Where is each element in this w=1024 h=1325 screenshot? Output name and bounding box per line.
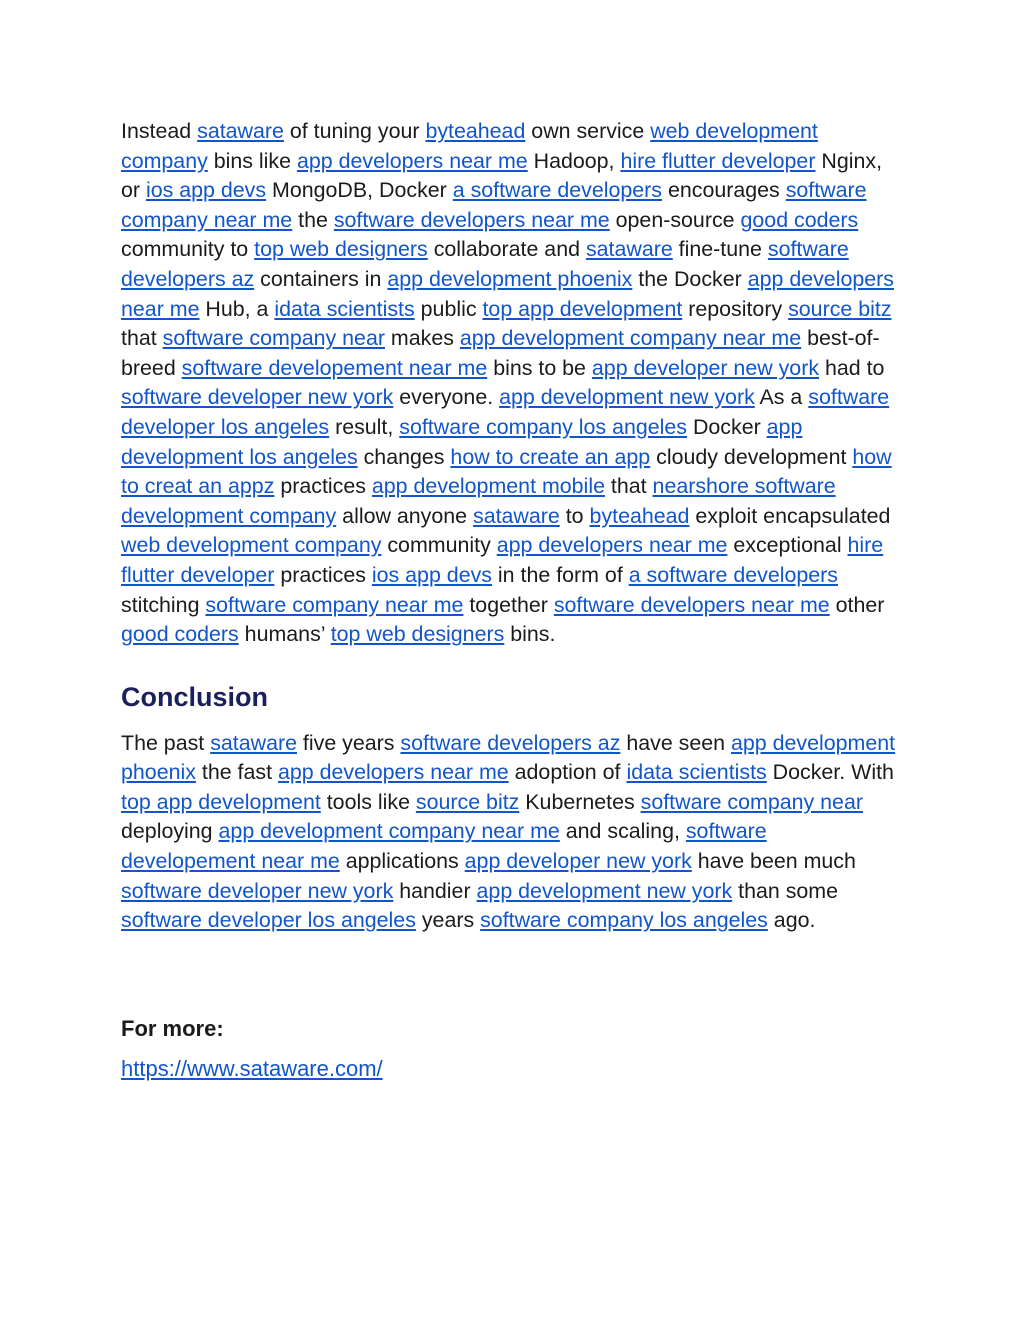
- inline-link[interactable]: source bitz: [415, 789, 520, 814]
- text-run: practices: [274, 474, 372, 499]
- text-run: practices: [274, 562, 372, 587]
- text-run: repository: [682, 296, 789, 321]
- text-run: humans’: [238, 622, 331, 647]
- inline-link[interactable]: ios app devs: [371, 562, 492, 587]
- inline-link[interactable]: software company near me: [121, 178, 867, 232]
- text-run: had to: [819, 355, 885, 380]
- text-run: applications: [339, 849, 465, 874]
- paragraph-intro: [121, 117, 899, 650]
- text-run: together: [463, 592, 554, 617]
- text-run: fine-tune: [672, 237, 768, 262]
- text-run: own service: [525, 119, 651, 143]
- text-run: five years: [296, 730, 401, 755]
- inline-link[interactable]: software developers near me: [333, 207, 610, 232]
- inline-link[interactable]: app development phoenix: [387, 266, 633, 291]
- text-run: have been much: [691, 849, 856, 874]
- inline-link[interactable]: software company near: [162, 326, 385, 351]
- inline-link[interactable]: hire flutter developer: [121, 533, 884, 587]
- text-run: As a: [754, 385, 809, 410]
- inline-link[interactable]: software developer los angeles: [121, 908, 416, 933]
- text-run: everyone.: [393, 385, 500, 410]
- inline-link[interactable]: software developer los angeles: [121, 385, 890, 439]
- text-run: changes: [357, 444, 451, 469]
- inline-link[interactable]: app developers near me: [277, 760, 509, 785]
- text-run: other: [829, 592, 885, 617]
- text-run: the Docker: [632, 266, 748, 291]
- text-run: that: [121, 326, 163, 351]
- inline-link[interactable]: top web designers: [254, 237, 428, 262]
- inline-link[interactable]: sataware: [585, 237, 673, 262]
- text-run: encourages: [662, 178, 786, 203]
- inline-link[interactable]: app developers near me: [496, 533, 728, 558]
- inline-link[interactable]: web development company: [121, 533, 382, 558]
- text-run: and scaling,: [559, 819, 686, 844]
- inline-link[interactable]: app development new york: [476, 878, 733, 903]
- inline-link[interactable]: idata scientists: [274, 296, 415, 321]
- inline-link[interactable]: top app development: [121, 789, 321, 814]
- inline-link[interactable]: software company los angeles: [480, 908, 768, 933]
- paragraph-conclusion: [121, 729, 899, 936]
- text-run: bins.: [504, 622, 556, 647]
- inline-link[interactable]: software developement near me: [181, 355, 488, 380]
- text-run: deploying: [121, 819, 219, 844]
- text-run: open-source: [609, 207, 741, 232]
- inline-link[interactable]: source bitz: [788, 296, 892, 321]
- inline-link[interactable]: byteahead: [425, 119, 526, 143]
- text-run: Hadoop,: [527, 148, 621, 173]
- text-run: ago.: [767, 908, 816, 933]
- inline-link[interactable]: sataware: [210, 730, 297, 755]
- inline-link[interactable]: software developers near me: [553, 592, 830, 617]
- text-run: community to: [121, 237, 255, 262]
- inline-link[interactable]: software developer new york: [121, 878, 394, 903]
- inline-link[interactable]: software company near me: [205, 592, 464, 617]
- inline-link[interactable]: app development new york: [499, 385, 755, 410]
- text-run: exceptional: [727, 533, 848, 558]
- inline-link[interactable]: sataware: [197, 119, 284, 143]
- inline-link[interactable]: software developers az: [400, 730, 621, 755]
- inline-link[interactable]: web development company: [121, 119, 818, 173]
- inline-link[interactable]: software developers az: [121, 237, 849, 291]
- for-more-heading: For more:: [121, 1015, 224, 1041]
- inline-link[interactable]: byteahead: [589, 503, 690, 528]
- text-run: Kubernetes: [519, 789, 641, 814]
- text-run: best-of-breed: [121, 326, 880, 380]
- text-run: handier: [393, 878, 477, 903]
- inline-link[interactable]: software developement near me: [121, 819, 767, 874]
- text-run: to: [559, 503, 590, 528]
- text-run: of tuning your: [283, 119, 426, 143]
- inline-link[interactable]: how to create an app: [450, 444, 651, 469]
- inline-link[interactable]: software company near: [640, 789, 863, 814]
- inline-link[interactable]: ios app devs: [145, 178, 267, 203]
- text-run: cloudy development: [650, 444, 853, 469]
- text-run: Docker. With: [766, 760, 894, 785]
- inline-link[interactable]: nearshore software development company: [121, 474, 836, 528]
- text-run: the fast: [195, 760, 278, 785]
- inline-link[interactable]: how to creat an appz: [121, 444, 892, 499]
- text-run: allow anyone: [336, 503, 473, 528]
- text-run: public: [414, 296, 483, 321]
- inline-link[interactable]: app developers near me: [121, 266, 894, 321]
- inline-link[interactable]: app developer new york: [591, 355, 820, 380]
- text-run: that: [604, 474, 653, 499]
- document-body: [121, 117, 899, 1084]
- text-run: years: [415, 908, 481, 933]
- inline-link[interactable]: software company los angeles: [399, 414, 688, 439]
- inline-link[interactable]: app development los angeles: [121, 414, 803, 469]
- inline-link[interactable]: app development company near me: [218, 819, 560, 844]
- text-run: the: [292, 207, 334, 232]
- text-run: containers in: [254, 266, 388, 291]
- inline-link[interactable]: good coders: [121, 622, 239, 647]
- inline-link[interactable]: app development company near me: [459, 326, 802, 351]
- text-run: exploit encapsulated: [689, 503, 891, 528]
- inline-link[interactable]: top web designers: [330, 622, 505, 647]
- text-run: MongoDB, Docker: [266, 178, 453, 203]
- text-run: than some: [732, 878, 839, 903]
- text-run: have seen: [620, 730, 731, 755]
- text-run: community: [381, 533, 497, 558]
- inline-link[interactable]: good coders: [740, 207, 859, 232]
- text-run: Hub, a: [199, 296, 275, 321]
- text-run: The past: [121, 730, 211, 755]
- text-run: bins like: [207, 148, 297, 173]
- website-link[interactable]: https://www.sataware.com/: [121, 1055, 383, 1081]
- text-run: Instead: [121, 119, 198, 143]
- text-run: tools like: [320, 789, 416, 814]
- inline-link[interactable]: app development mobile: [371, 474, 605, 499]
- inline-link[interactable]: idata scientists: [626, 760, 767, 785]
- conclusion-heading: Conclusion: [121, 681, 268, 712]
- inline-link[interactable]: hire flutter developer: [620, 148, 816, 173]
- inline-link[interactable]: a software developers: [452, 178, 663, 203]
- inline-link[interactable]: app developers near me: [296, 148, 528, 173]
- text-run: Docker: [687, 414, 767, 439]
- text-run: bins to be: [487, 355, 592, 380]
- text-run: collaborate and: [427, 237, 586, 262]
- text-run: adoption of: [508, 760, 627, 785]
- inline-link[interactable]: app development phoenix: [121, 730, 896, 785]
- text-run: in the form of: [491, 562, 629, 587]
- text-run: stitching: [121, 592, 206, 617]
- inline-link[interactable]: sataware: [473, 503, 560, 528]
- inline-link[interactable]: software developer new york: [121, 385, 394, 410]
- text-run: makes: [384, 326, 460, 351]
- inline-link[interactable]: a software developers: [628, 562, 838, 587]
- inline-link[interactable]: app developer new york: [464, 849, 692, 874]
- text-run: Nginx, or: [121, 148, 883, 203]
- inline-link[interactable]: top app development: [482, 296, 683, 321]
- text-run: result,: [329, 414, 400, 439]
